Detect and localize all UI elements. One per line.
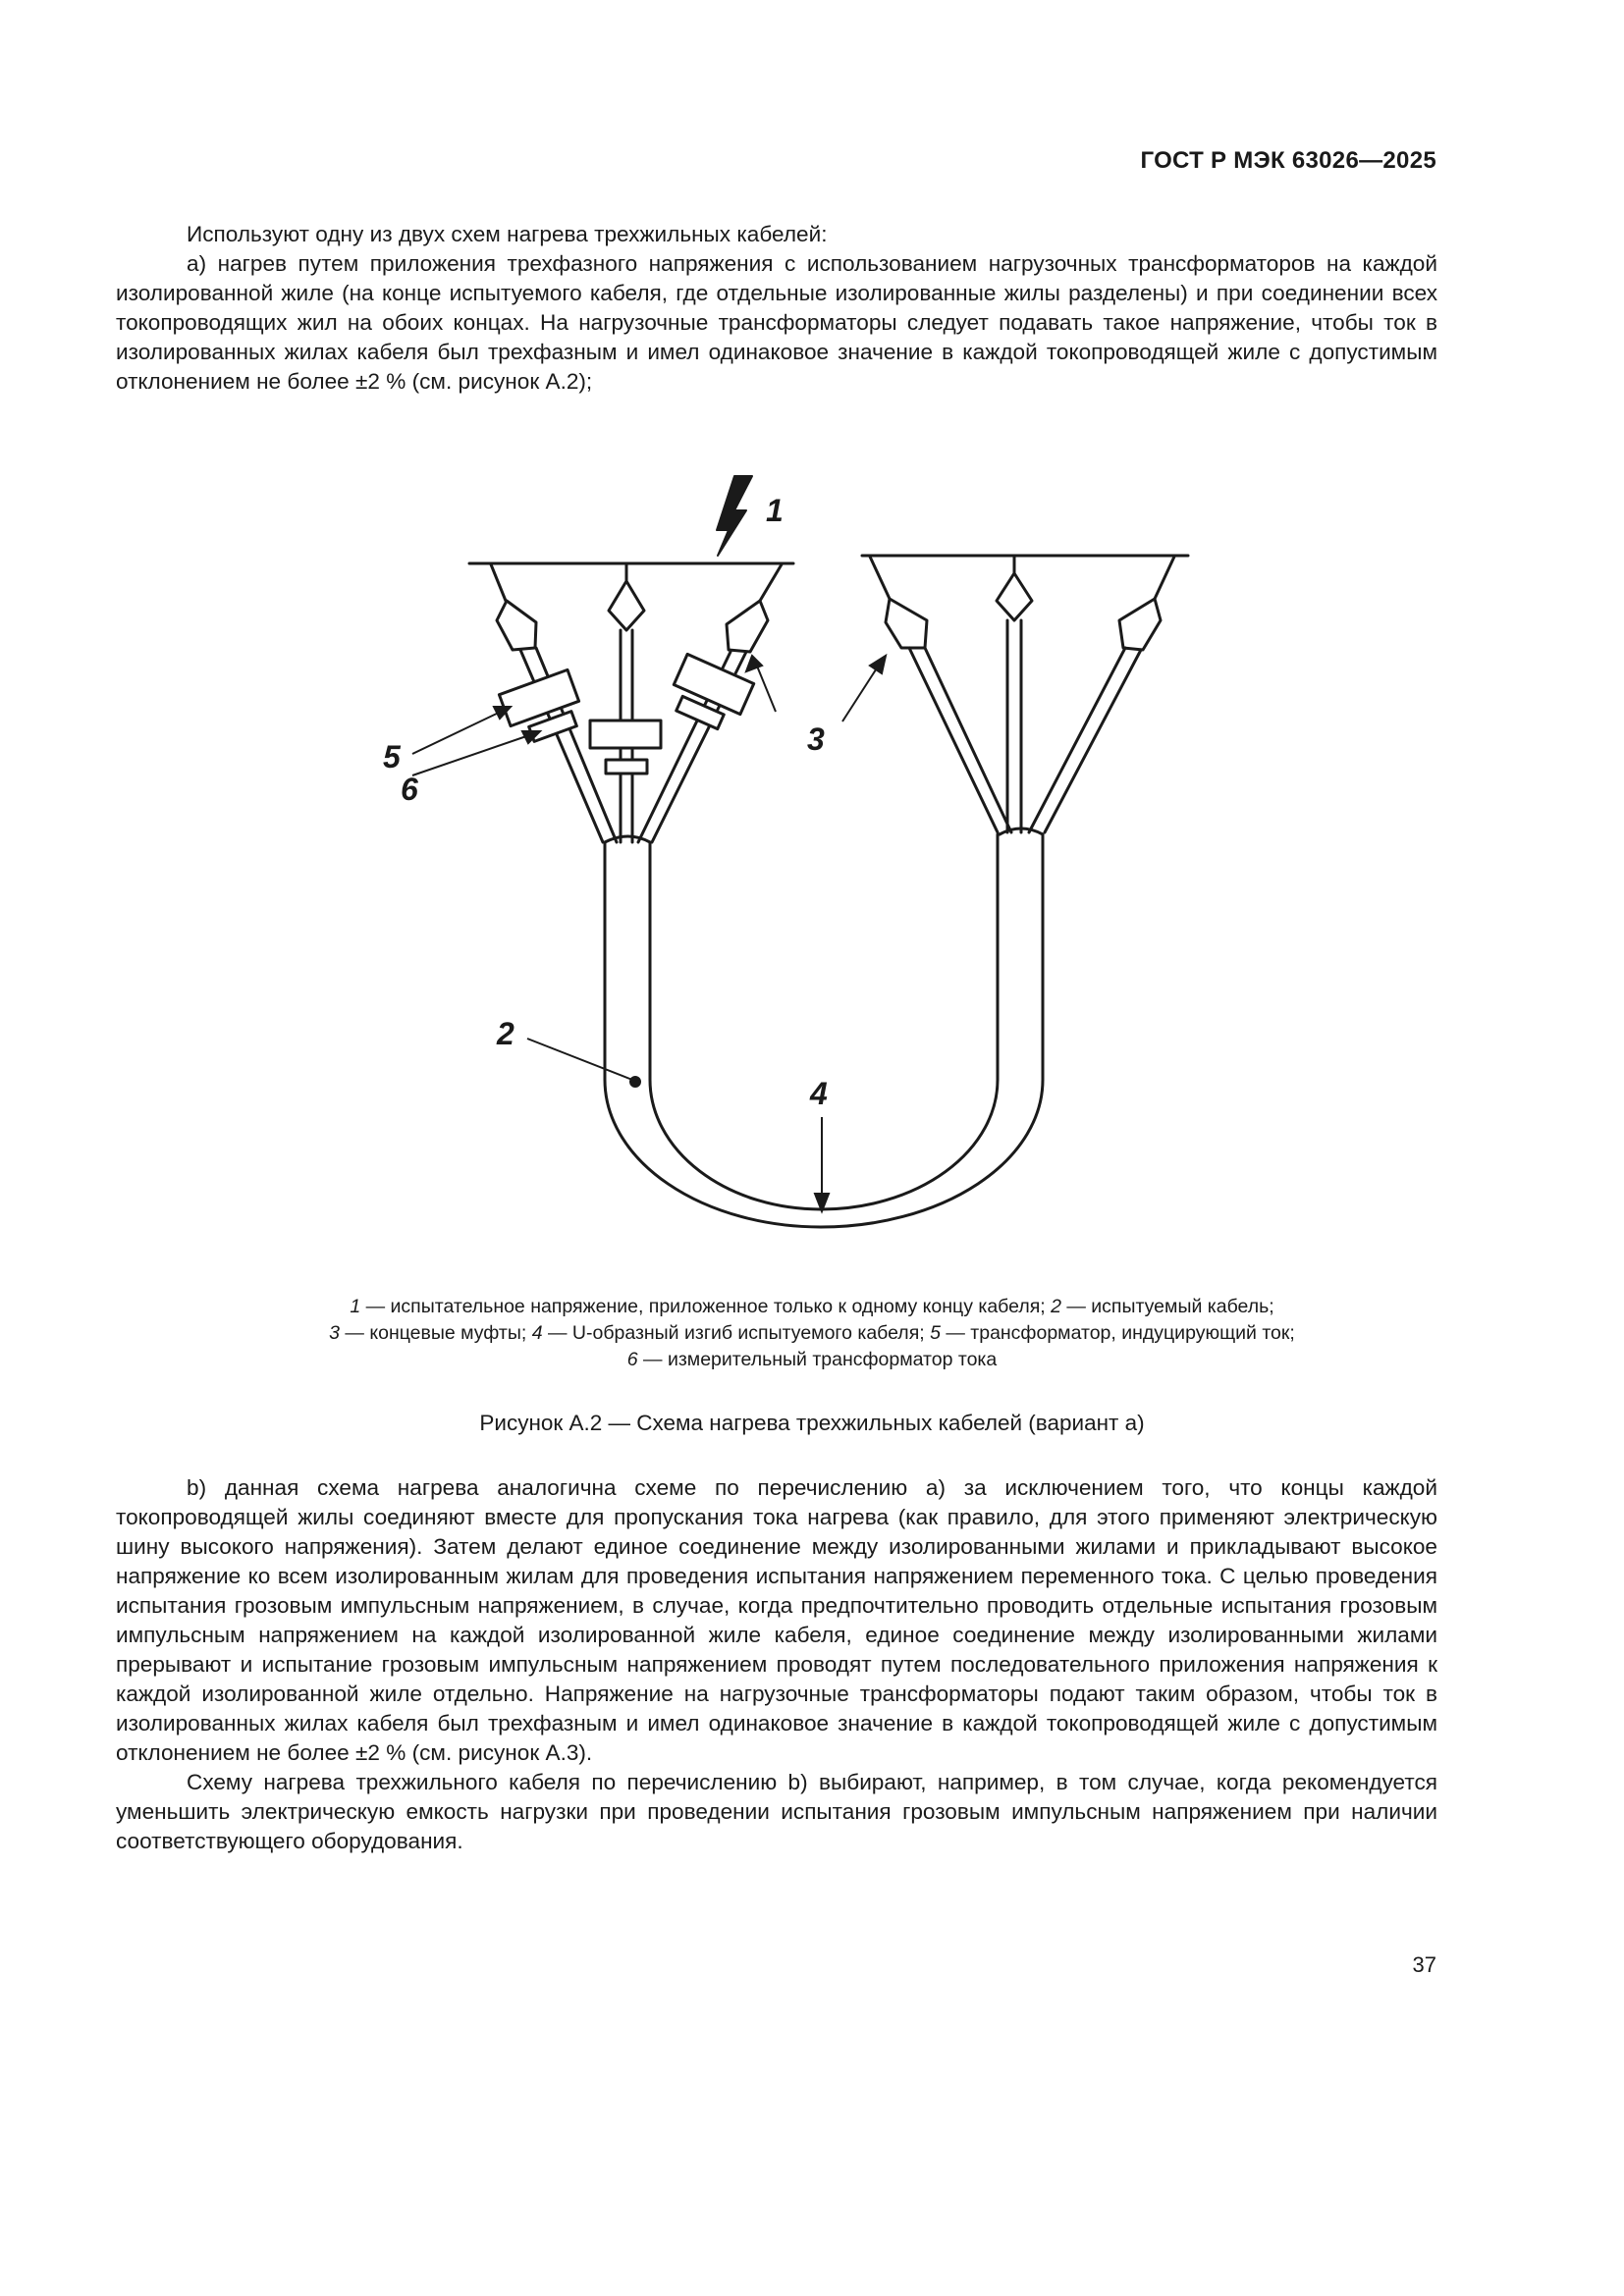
label-6: 6 xyxy=(401,772,418,807)
termination-right-2 xyxy=(997,573,1032,620)
test-cable-outer xyxy=(605,834,1043,1227)
legend-line-2: 3 — концевые муфты; 4 — U-образный изгиб испытуемого кабеля; 5 — трансформатор, индуцирующий ток; xyxy=(329,1322,1295,1344)
figure-caption: Рисунок А.2 — Схема нагрева трехжильных кабелей (вариант а) xyxy=(479,1411,1145,1435)
after-paragraph-2: Схему нагрева трехжильного кабеля по перечислению b) выбирают, например, в том случае, когда рекомендуется уменьшить электрическую емкость нагрузки при проведении испытания грозовым импульсным напряжением при наличии соответствующего оборудования. xyxy=(116,1770,1437,1853)
legend-line-1: 1 — испытательное напряжение, приложенное только к одному концу кабеля; 2 — испытуемый кабель; xyxy=(350,1296,1274,1317)
after-paragraph-1: b) данная схема нагрева аналогична схеме по перечислению а) за исключением того, что концы каждой токопроводящей жилы соединяют вместе для пропускания тока нагрева (как правило, для этого применяют электрическую шину высокого напряжения). Затем делают единое соединение между изолированными жилами и прикладывают высокое напряжение ко всем изолированным жилам для проведения испытания напряжением переменного тока. С целью проведения испытания грозовым импульсным напряжением, в случае, когда предпочтительно проводить отдельные испытания грозовым импульсным напряжением на каждой изолированной жиле кабеля, единое соединение между изолированными жилами прерывают и испытание грозовым импульсным напряжением проводят путем последовательного приложения напряжения к каждой изолированной жиле отдельно. Напряжение на нагрузочные трансформаторы подают таким образом, чтобы ток в изолированных жилах кабеля был трехфазным и имел одинаковое значение в каждой токопроводящей жиле с допустимым отклонением не более ±2 % (см. рисунок А.3). xyxy=(116,1475,1437,1765)
label-5: 5 xyxy=(383,739,401,774)
document-header: ГОСТ Р МЭК 63026—2025 xyxy=(1140,147,1436,174)
test-cable-inner xyxy=(650,834,998,1209)
termination-right-1 xyxy=(886,599,927,648)
legend-line-3: 6 — измерительный трансформатор тока xyxy=(626,1349,998,1370)
figure-legend xyxy=(116,1294,1508,1373)
termination-right-3 xyxy=(1119,599,1161,650)
termination-left-3 xyxy=(727,601,768,652)
after-section xyxy=(116,1473,1437,1856)
ct-6-mid xyxy=(606,760,647,774)
label-1: 1 xyxy=(766,493,784,528)
label-3: 3 xyxy=(807,721,825,757)
termination-left-1 xyxy=(497,601,536,650)
transformer-5-mid xyxy=(590,721,661,748)
cable-marker-dot xyxy=(630,1077,640,1087)
lightning-icon xyxy=(717,476,752,556)
label-2: 2 xyxy=(497,1016,514,1051)
intro-paragraph-1: Используют одну из двух схем нагрева трехжильных кабелей: xyxy=(187,222,828,246)
page-number: 37 xyxy=(1412,1952,1436,1977)
intro-paragraph-2: а) нагрев путем приложения трехфазного напряжения с использованием нагрузочных трансформаторов на каждой изолированной жиле (на конце испытуемого кабеля, где отдельные изолированные жилы разделены) и при соединении всех токопроводящих жил на обоих концах. На нагрузочные трансформаторы следует подавать такое напряжение, чтобы ток в изолированных жилах кабеля был трехфазным и имел одинаковое значение в каждой токопроводящей жиле с допустимым отклонением не более ±2 % (см. рисунок А.2); xyxy=(116,251,1437,394)
label-4: 4 xyxy=(810,1076,828,1111)
termination-left-2 xyxy=(609,581,644,630)
